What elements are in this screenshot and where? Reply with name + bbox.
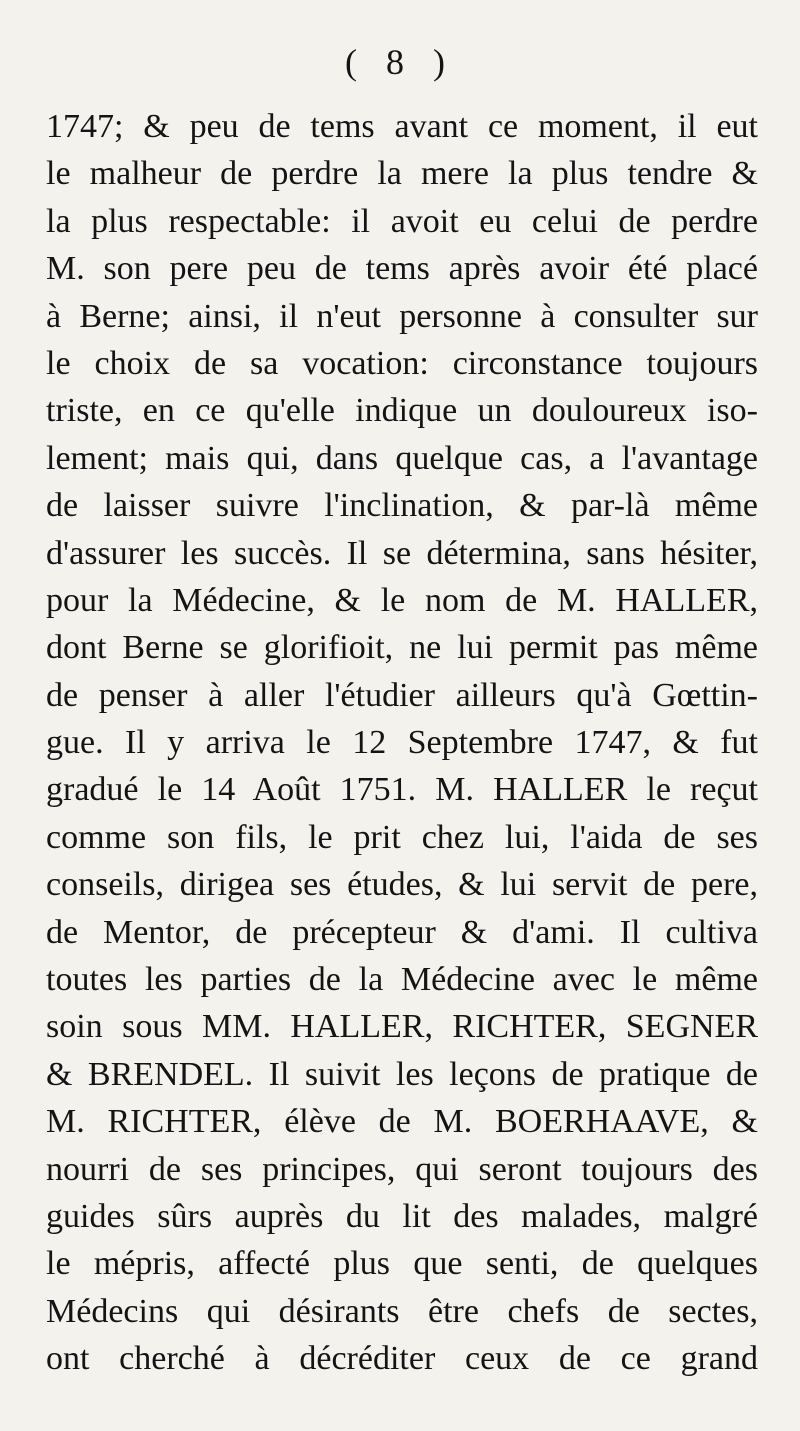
text-line: de Mentor, de précepteur & d'ami. Il cultiva bbox=[46, 913, 758, 951]
body-text bbox=[46, 103, 758, 1383]
text-line: de laisser suivre l'inclination, & par-là même bbox=[46, 487, 758, 525]
text-line: pour la Médecine, & le nom de M. HALLER, bbox=[46, 581, 758, 619]
text-line: guides sûrs auprès du lit des malades, malgré bbox=[46, 1197, 758, 1235]
text-line: 1747; & peu de tems avant ce moment, il eut bbox=[46, 108, 758, 145]
text-line: d'assurer les succès. Il se détermina, sans hésiter, bbox=[46, 534, 758, 572]
text-line: toutes les parties de la Médecine avec le même bbox=[46, 961, 758, 999]
text-line: M. son pere peu de tems après avoir été placé bbox=[46, 250, 758, 288]
text-line: soin sous MM. HALLER, RICHTER, SEGNER bbox=[46, 1008, 758, 1046]
text-line: conseils, dirigea ses études, & lui servit de pere, bbox=[46, 866, 758, 904]
text-line: & BRENDEL. Il suivit les leçons de pratique de bbox=[46, 1055, 758, 1093]
text-line: Médecins qui désirants être chefs de sectes, bbox=[46, 1292, 758, 1330]
text-line: comme son fils, le prit chez lui, l'aida de ses bbox=[46, 818, 758, 856]
text-line: le choix de sa vocation: circonstance toujours bbox=[46, 344, 758, 382]
text-line: de penser à aller l'étudier ailleurs qu'à Gœttin- bbox=[46, 676, 758, 714]
text-line: le malheur de perdre la mere la plus tendre & bbox=[46, 155, 758, 193]
text-line: le mépris, affecté plus que senti, de quelques bbox=[46, 1245, 758, 1283]
text-line: à Berne; ainsi, il n'eut personne à consulter sur bbox=[46, 297, 758, 335]
text-line: gue. Il y arriva le 12 Septembre 1747, & fut bbox=[46, 724, 758, 762]
text-line: dont Berne se glorifioit, ne lui permit pas même bbox=[46, 629, 758, 667]
text-line: lement; mais qui, dans quelque cas, a l'avantage bbox=[46, 439, 758, 477]
text-line: M. RICHTER, élève de M. BOERHAAVE, & bbox=[46, 1103, 758, 1141]
page-number: ( 8 ) bbox=[345, 42, 455, 82]
text-line: triste, en ce qu'elle indique un douloureux iso- bbox=[46, 392, 758, 430]
text-line: nourri de ses principes, qui seront toujours des bbox=[46, 1150, 758, 1188]
text-line: ont cherché à décréditer ceux de ce grand bbox=[46, 1340, 758, 1378]
text-line: la plus respectable: il avoit eu celui de perdre bbox=[46, 202, 758, 240]
text-line: gradué le 14 Août 1751. M. HALLER le reçut bbox=[46, 771, 758, 809]
